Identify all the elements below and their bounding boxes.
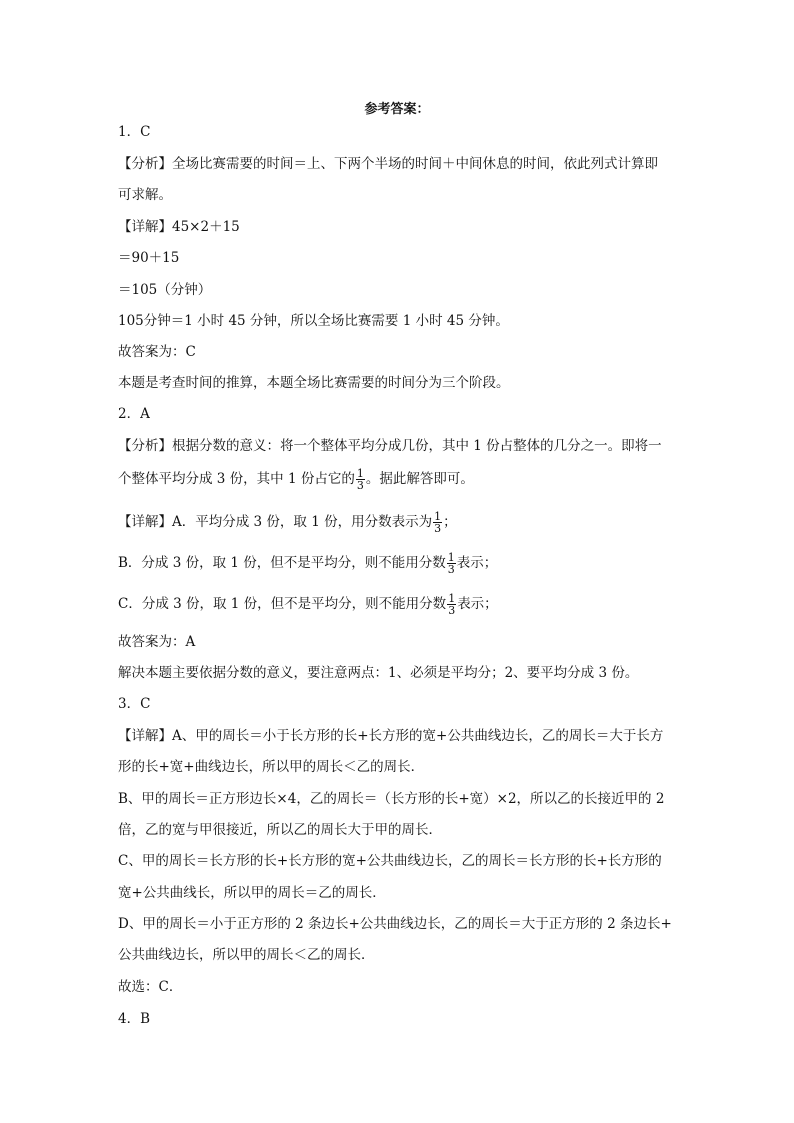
q3-detail-a-line1: 【详解】A、甲的周长＝小于长方形的长+长方形的宽+公共曲线边长，乙的周长＝大于长方	[118, 728, 664, 744]
fraction-denominator: 3	[356, 479, 364, 492]
q3-answer: 故选：C．	[118, 979, 183, 995]
q1-detail-line1: 【详解】45×2＋15	[118, 219, 240, 235]
q3-detail-d-line2: 公共曲线边长，所以甲的周长＜乙的周长．	[118, 947, 375, 963]
q2-number: 2．A	[118, 406, 150, 422]
q2-detail-b	[118, 552, 688, 575]
fraction-one-third	[447, 552, 456, 575]
q1-detail-line2: ＝90＋15	[118, 250, 180, 266]
q2-detail-c-end: 表示；	[457, 596, 498, 612]
q1-detail-line3: ＝105（分钟）	[118, 282, 212, 298]
q2-analysis-line1: 【分析】根据分数的意义：将一个整体平均分成几份，其中 1 份占整体的几分之一。即将一	[118, 438, 662, 454]
fraction-one-third	[433, 511, 442, 534]
q2-answer: 故答案为：A	[118, 634, 196, 650]
fraction-denominator: 3	[448, 604, 456, 617]
fraction-denominator: 3	[447, 563, 455, 576]
q1-analysis-line2: 可求解。	[118, 187, 172, 203]
q1-number: 1．C	[118, 124, 151, 140]
q2-detail-c	[118, 593, 688, 616]
q2-analysis-text-end: 。据此解答即可。	[365, 471, 474, 487]
fraction-numerator: 1	[447, 551, 455, 564]
q2-analysis-text: 个整体平均分成 3 份，其中 1 份占它的	[118, 471, 355, 487]
q3-detail-b-line1: B、甲的周长＝正方形边长×4，乙的周长＝（长方形的长+宽）×2，所以乙的长接近甲的 2	[118, 791, 665, 807]
fraction-one-third	[447, 593, 456, 616]
page-title: 参考答案：	[364, 102, 430, 117]
fraction-numerator: 1	[434, 510, 442, 523]
q2-analysis-line2	[118, 468, 688, 491]
q4-number: 4．B	[118, 1011, 151, 1027]
q3-detail-c-line2: 宽+公共曲线长，所以甲的周长＝乙的周长．	[118, 885, 386, 901]
q1-answer: 故答案为：C	[118, 344, 196, 360]
q3-detail-c-line1: C、甲的周长＝长方形的长+长方形的宽+公共曲线边长，乙的周长＝长方形的长+长方形的	[118, 853, 662, 869]
q2-detail-b-text: B．分成 3 份，取 1 份，但不是平均分，则不能用分数	[118, 555, 446, 571]
fraction-denominator: 3	[434, 522, 442, 535]
q3-detail-b-line2: 倍，乙的宽与甲很接近，所以乙的周长大于甲的周长．	[118, 822, 442, 838]
q2-detail-a-end: ；	[443, 514, 457, 530]
q2-note: 解决本题主要依据分数的意义，要注意两点：1、必须是平均分；2、要平均分成 3 份。	[118, 665, 639, 681]
fraction-one-third	[356, 468, 365, 491]
q2-detail-c-text: C．分成 3 份，取 1 份，但不是平均分，则不能用分数	[118, 596, 447, 612]
q2-detail-b-end: 表示；	[456, 555, 498, 571]
q2-detail-a-text: 【详解】A．平均分成 3 份，取 1 份，用分数表示为	[118, 514, 433, 530]
fraction-numerator: 1	[448, 592, 456, 605]
q2-detail-a	[118, 511, 688, 534]
q3-number: 3．C	[118, 696, 151, 712]
fraction-numerator: 1	[356, 467, 364, 480]
q3-detail-d-line1: D、甲的周长＝小于正方形的 2 条边长+公共曲线边长，乙的周长＝大于正方形的 2 条边长+	[118, 916, 672, 932]
q1-note: 本题是考查时间的推算，本题全场比赛需要的时间分为三个阶段。	[118, 375, 510, 391]
q3-detail-a-line2: 形的长+宽+曲线边长，所以甲的周长＜乙的周长．	[118, 759, 425, 775]
q1-analysis-line1: 【分析】全场比赛需要的时间＝上、下两个半场的时间＋中间休息的时间，依此列式计算即	[118, 156, 658, 172]
q1-detail-line4: 105分钟＝1 小时 45 分钟，所以全场比赛需要 1 小时 45 分钟。	[118, 313, 509, 329]
